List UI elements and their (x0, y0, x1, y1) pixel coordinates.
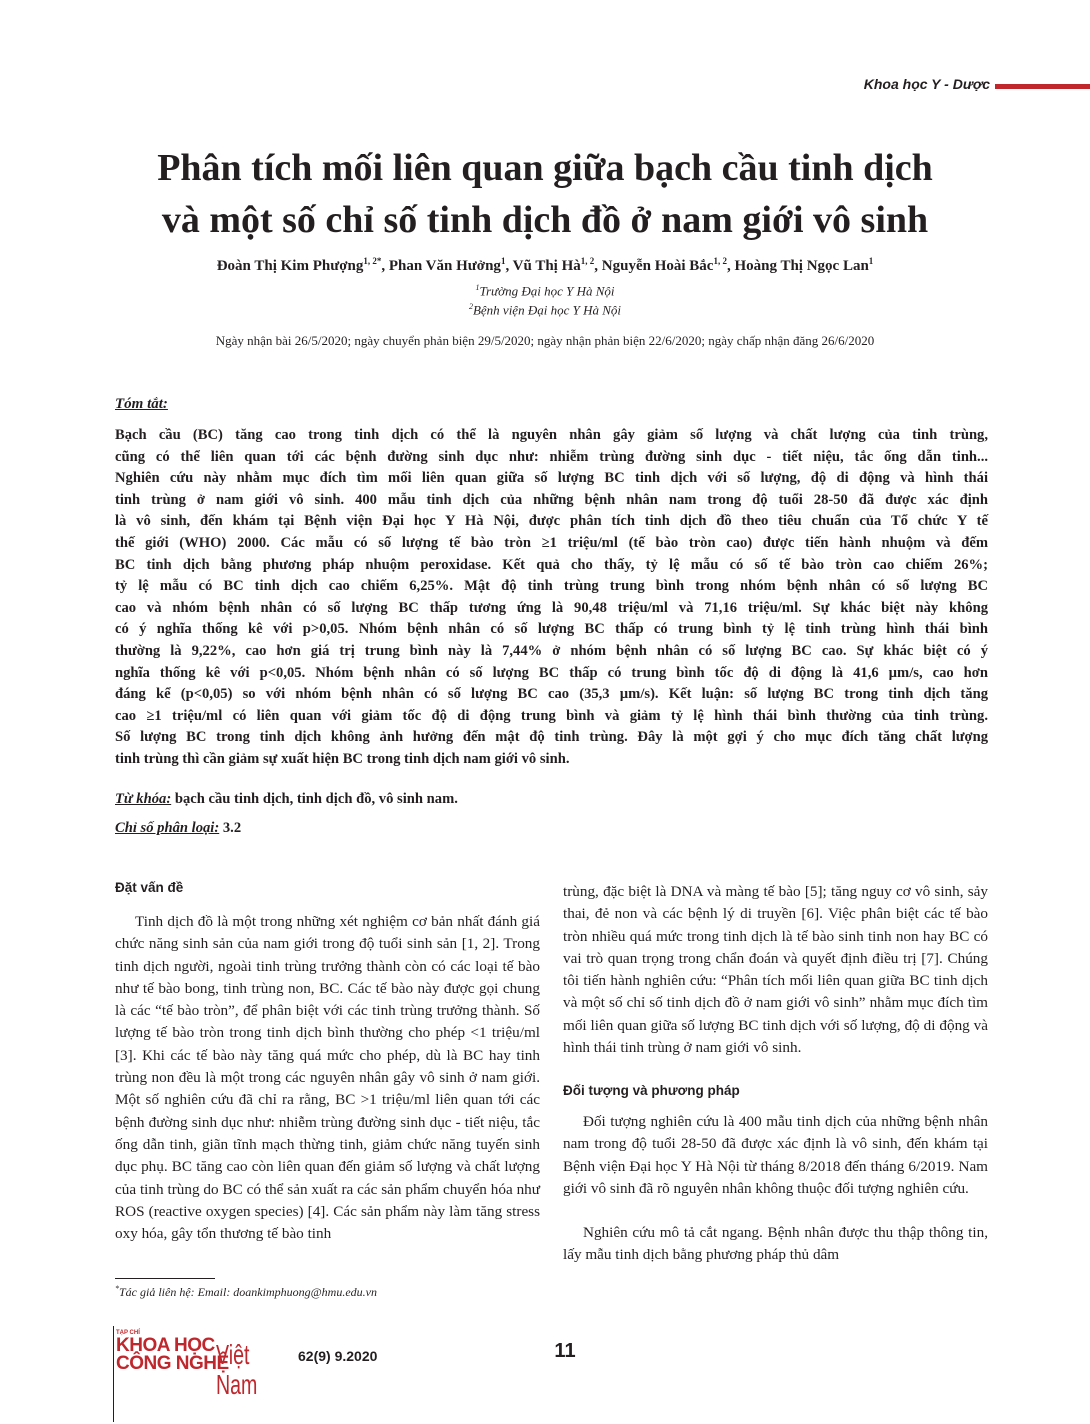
intro-text-left (115, 911, 540, 1245)
intro-heading: Đặt vấn đề (115, 880, 184, 895)
article-title (40, 142, 1050, 246)
corresponding-author-footnote (115, 1284, 377, 1300)
abstract-line: Nghiên cứu này nhằm mục đích tìm mối liên quan giữa số lượng BC tinh dịch với số lượng, độ di động và hình thái (115, 470, 988, 487)
page-number: 11 (554, 1340, 576, 1362)
abstract-line: tinh trùng ở nam giới vô sinh. 400 mẫu tinh dịch của những bệnh nhân nam trong độ tuổi 28-50 đã được xác định (115, 491, 988, 508)
classification-value: 3.2 (219, 820, 242, 836)
affiliation-1 (40, 283, 1050, 299)
footnote-sup: * (115, 1284, 119, 1293)
submission-dates: Ngày nhận bài 26/5/2020; ngày chuyển phản biện 29/5/2020; ngày nhận phản biện 22/6/2020; ngày chấp nhận đăng 26/6/2020 (215, 333, 875, 348)
methods-text: Đối tượng nghiên cứu là 400 mẫu tinh dịch của những bệnh nhân nam trong độ tuổi 28-50 đã được xác định là vô sinh, đến khám tại Bệnh viện Đại học Y Hà Nội từ tháng 8/2018 đến tháng 6/2019. Nam giới vô sinh đã rõ nguyên nhân không thuộc đối tượng nghiên cứu. (563, 1113, 988, 1197)
author-sep: , (381, 258, 389, 274)
methods-paragraph-1 (563, 1111, 988, 1200)
abstract-line: cao ≥1 triệu/ml có liên quan với giảm tốc độ di động trung bình và giảm tỷ lệ hình thái bình thường của tinh trùng. (115, 707, 988, 724)
author-name: Nguyễn Hoài Bắc (601, 258, 714, 274)
logo-vietnam: Việt Nam (216, 1339, 258, 1400)
footnote-text: Tác giả liên hệ: Email: doankimphuong@hmu.edu.vn (119, 1285, 377, 1299)
logo-line-2: CÔNG NGHỆ (116, 1353, 229, 1374)
abstract-line: có ý nghĩa thống kê với p>0,05. Nhóm bệnh nhân có số lượng BC thấp có trung bình tỷ lệ tinh trùng hình thái bình (115, 621, 988, 638)
author-name: Đoàn Thị Kim Phượng (216, 258, 364, 274)
author-list (40, 256, 1050, 275)
abstract-line: thường là 9,22%, cao hơn giá trị trung bình này là 7,44% ở nhóm bệnh nhân có số lượng BC cao. Sự khác biệt có ý (115, 642, 988, 659)
abstract-line: thế giới (WHO) 2000. Các mẫu có số lượng tế bào tròn ≥1 triệu/ml (tế bào tròn cao) được tiến hành nhuộm và đếm (115, 534, 988, 551)
classification (115, 820, 988, 837)
keywords (115, 791, 988, 808)
section-tag-bar (995, 84, 1090, 89)
logo-small-text: TẠP CHÍ (116, 1330, 140, 1336)
abstract-line: Bạch cầu (BC) tăng cao trong tinh dịch có thể là nguyên nhân gây giảm số lượng và chất lượng của tinh trùng, (115, 427, 988, 443)
footer-vertical-rule (113, 1326, 114, 1422)
methods-paragraph-2 (563, 1222, 988, 1267)
abstract-line: cao và nhóm bệnh nhân có số lượng BC thấp tương ứng là 90,48 triệu/ml và 71,16 triệu/ml. Sự khác biệt này không (115, 599, 988, 616)
author-affil-sup: 1, 2 (580, 256, 595, 266)
author-sep: , (594, 258, 602, 274)
author-affil-sup: 1 (868, 256, 874, 266)
affiliation-text: Bệnh viện Đại học Y Hà Nội (472, 302, 622, 318)
intro-paragraph: Tinh dịch đồ là một trong những xét nghiệm cơ bản nhất đánh giá chức năng sinh sản của nam giới trong độ tuổi sinh sản [1, 2]. Trong tinh dịch người, ngoài tinh trùng trưởng thành còn có các loại tế bào như tế bào bong, tinh trùng non, BC. Các tế bào này được gọi chung là các “tế bào tròn”, để phân biệt với các tinh trùng trưởng thành. Số lượng tế bào tròn trong tinh dịch bình thường cho phép <1 triệu/ml [3]. Khi các tế bào này tăng quá mức cho phép, dù là BC hay tinh trùng non đều là một trong các nguyên nhân gây vô sinh ở nam giới. Một số nghiên cứu đã chỉ ra rằng, BC >1 triệu/ml liên quan tới các bệnh đường sinh dục như: nhiễm trùng đường sinh dục - tiết niệu, tắc ống dẫn tinh, giãn tĩnh mạch thừng tinh, giảm chức năng tuyến sinh dục phụ. BC tăng cao còn liên quan đến giảm số lượng và chất lượng của tinh trùng do BC có thể sản xuất ra các sản phẩm chuyển hóa như ROS (reactive oxygen species) [4]. Các sản phẩm này làm tăng stress oxy hóa, gây tổn thương tế bào tinh (115, 913, 540, 1243)
classification-label: Chỉ số phân loại: (115, 820, 220, 836)
author-name: Phan Văn Hưởng (388, 258, 501, 274)
abstract-line: đáng kể (p<0,05) so với nhóm bệnh nhân có số lượng BC cao (35,3 µm/s). Kết luận: số lượng BC trong tinh dịch tăng (115, 686, 988, 703)
methods-heading: Đối tượng và phương pháp (563, 1083, 740, 1098)
abstract-line: là vô sinh, đến khám tại Bệnh viện Đại học Y Hà Nội, được phân tích tinh dịch đồ theo tiêu chuẩn của Tổ chức Y tế (115, 513, 988, 530)
abstract-line: tỷ lệ mẫu có BC tinh dịch cao chiếm 6,25%. Mật độ tinh trùng trung bình trong nhóm bệnh nhân có số lượng BC (115, 578, 988, 595)
abstract-line: tinh trùng thì cần giảm sự xuất hiện BC trong tinh dịch nam giới vô sinh. (115, 750, 570, 767)
author-name: Hoàng Thị Ngọc Lan (734, 258, 869, 274)
section-tag: Khoa học Y - Dược (863, 76, 990, 92)
keywords-value: bạch cầu tinh dịch, tinh dịch đồ, vô sinh nam. (171, 791, 458, 807)
title-line-1: Phân tích mối liên quan giữa bạch cầu tinh dịch (157, 147, 933, 189)
author-affil-sup: 1 (500, 256, 506, 266)
affiliation-sup: 2 (468, 302, 473, 311)
author-affil-sup: 1, 2* (363, 256, 382, 266)
abstract-heading: Tóm tắt: (115, 396, 168, 412)
logo-line-1: KHOA HỌC (116, 1335, 215, 1356)
author-name: Vũ Thị Hà (512, 258, 581, 274)
title-line-2: và một số chỉ số tinh dịch đồ ở nam giới vô sinh (161, 199, 929, 241)
author-sep: , (505, 258, 513, 274)
journal-logo (116, 1330, 296, 1400)
affiliation-2 (40, 302, 1050, 318)
keywords-label: Từ khóa: (115, 791, 172, 807)
footnote-divider (115, 1278, 215, 1279)
methods-text: Nghiên cứu mô tả cắt ngang. Bệnh nhân được thu thập thông tin, lấy mẫu tinh dịch bằng phương pháp thủ dâm (563, 1224, 988, 1264)
intro-text-right (563, 881, 988, 1059)
intro-paragraph-cont: trùng, đặc biệt là DNA và màng tế bào [5]; tăng nguy cơ vô sinh, sảy thai, đẻ non và các bệnh lý di truyền [6]. Việc phân biệt các tế bào tròn nhiều quá mức trong tinh dịch là tế bào sinh tinh non hay BC có vai trò quan trọng trong chẩn đoán và quyết định điều trị [7]. Chúng tôi tiến hành nghiên cứu: “Phân tích mối liên quan giữa BC tinh dịch và một số chỉ số tinh dịch đồ ở nam giới vô sinh” nhằm mục đích tìm mối liên quan giữa số lượng BC tinh dịch với số lượng, độ di động và hình thái tinh trùng ở nam giới vô sinh. (563, 883, 988, 1057)
abstract-body (115, 425, 988, 771)
abstract-line: BC tinh dịch bằng phương pháp nhuộm peroxidase. Kết quả cho thấy, tỷ lệ mẫu có số tế bào tròn cao chiếm 26%; (115, 556, 988, 573)
affiliation-sup: 1 (475, 283, 480, 292)
abstract-line: cũng có thể liên quan tới các bệnh đường sinh dục như: nhiễm trùng đường sinh dục - tiết niệu, tắc ống dẫn tinh... (115, 448, 988, 465)
abstract-line: nghĩa thống kê với p<0,05. Nhóm bệnh nhân có số lượng BC thấp có trung bình tốc độ di động là 41,6 µm/s, cao hơn (115, 664, 988, 681)
affiliation-text: Trường Đại học Y Hà Nội (479, 283, 615, 299)
abstract-line: Số lượng BC trong tinh dịch không ảnh hưởng đến mật độ tinh trùng. Đây là một gợi ý cho mục đích tăng chất lượng (115, 729, 988, 746)
issue-number: 62(9) 9.2020 (298, 1348, 378, 1364)
author-sep: , (726, 258, 735, 274)
author-affil-sup: 1, 2 (713, 256, 727, 266)
